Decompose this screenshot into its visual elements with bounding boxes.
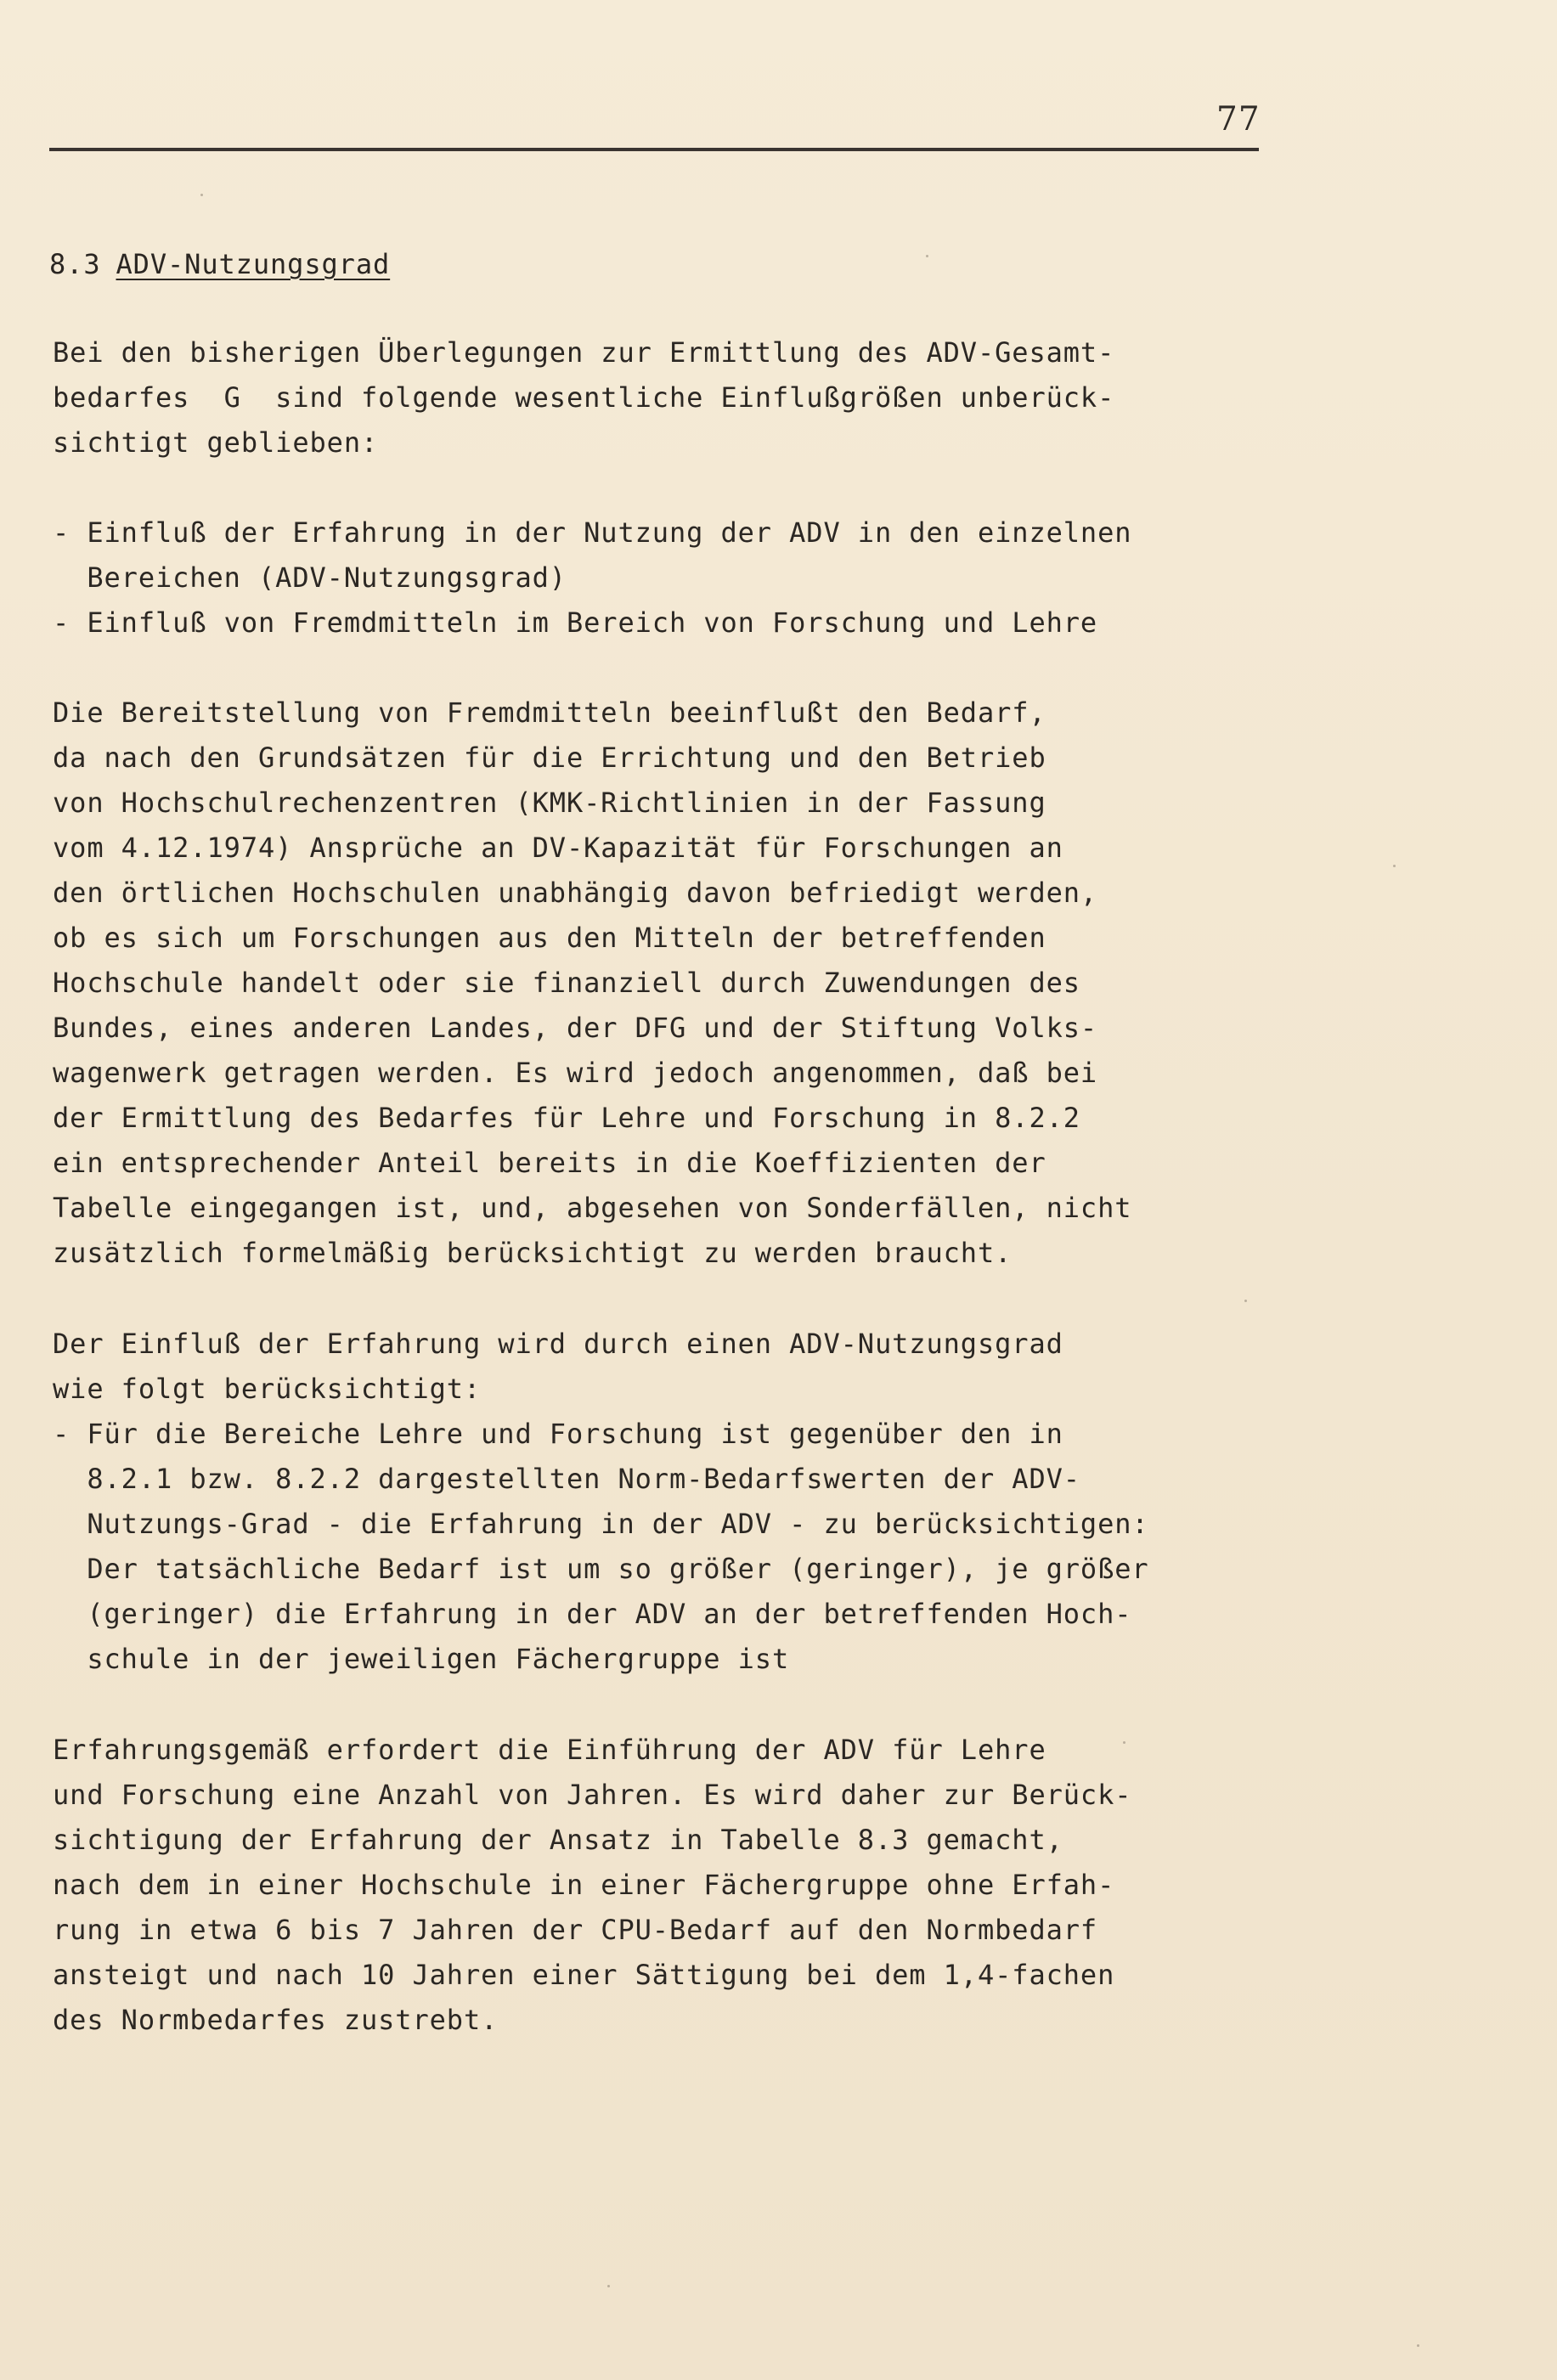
header-rule [49, 148, 1259, 151]
paper-speck [1244, 1300, 1247, 1302]
paragraph-einfuehrung [53, 1728, 1242, 2043]
text-line: und Forschung eine Anzahl von Jahren. Es wird daher zur Berück- [53, 1779, 1132, 1811]
text-line: vom 4.12.1974) Ansprüche an DV-Kapazität für Forschungen an [53, 832, 1063, 864]
section-title: ADV-Nutzungsgrad [116, 248, 391, 280]
text-line: Hochschule handelt oder sie finanziell durch Zuwendungen des [53, 967, 1080, 999]
text-line: Bundes, eines anderen Landes, der DFG und der Stiftung Volks- [53, 1012, 1098, 1044]
text-line: Der Einfluß der Erfahrung wird durch einen ADV-Nutzungsgrad [53, 1328, 1063, 1360]
list-item-continuation: (geringer) die Erfahrung in der ADV an der betreffenden Hoch- [53, 1598, 1132, 1630]
text-line: Die Bereitstellung von Fremdmitteln beeinflußt den Bedarf, [53, 697, 1046, 729]
list-item-continuation: Nutzungs-Grad - die Erfahrung in der ADV - zu berücksichtigen: [53, 1508, 1149, 1540]
text-line: da nach den Grundsätzen für die Errichtung und den Betrieb [53, 742, 1046, 774]
list-item: - Einfluß von Fremdmitteln im Bereich von Forschung und Lehre [53, 606, 1098, 639]
text-line: sichtigt geblieben: [53, 426, 379, 459]
text-line: wagenwerk getragen werden. Es wird jedoch angenommen, daß bei [53, 1057, 1098, 1089]
text-line: der Ermittlung des Bedarfes für Lehre und Forschung in 8.2.2 [53, 1102, 1080, 1134]
text-line: Tabelle eingegangen ist, und, abgesehen von Sonderfällen, nicht [53, 1192, 1132, 1224]
list-item: - Für die Bereiche Lehre und Forschung ist gegenüber den in [53, 1418, 1063, 1450]
text-line: wie folgt berücksichtigt: [53, 1373, 482, 1405]
text-line: ansteigt und nach 10 Jahren einer Sättigung bei dem 1,4-fachen [53, 1959, 1115, 1991]
section-number: 8.3 [49, 248, 101, 280]
paper-speck [607, 2285, 610, 2287]
text-line: ob es sich um Forschungen aus den Mitteln der betreffenden [53, 922, 1046, 954]
paragraph-fremdmittel [53, 691, 1242, 1276]
list-item-continuation: Bereichen (ADV-Nutzungsgrad) [53, 561, 567, 594]
text-line: sichtigung der Erfahrung der Ansatz in Tabelle 8.3 gemacht, [53, 1824, 1063, 1856]
text-line: von Hochschulrechenzentren (KMK-Richtlinien in der Fassung [53, 787, 1046, 819]
text-line: nach dem in einer Hochschule in einer Fächergruppe ohne Erfah- [53, 1869, 1115, 1901]
list-item: - Einfluß der Erfahrung in der Nutzung der ADV in den einzelnen [53, 516, 1132, 549]
paragraph-intro [53, 330, 1242, 465]
list-item-continuation: 8.2.1 bzw. 8.2.2 dargestellten Norm-Bedarfswerten der ADV- [53, 1463, 1080, 1495]
paper-speck [1123, 1741, 1125, 1744]
text-line: des Normbedarfes zustrebt. [53, 2004, 499, 2036]
paper-speck [926, 255, 928, 257]
paper-speck [1417, 2344, 1419, 2347]
section-heading [49, 242, 390, 287]
paper-speck [1393, 865, 1396, 867]
paragraph-erfahrung [53, 1322, 1242, 1682]
list-item-continuation: schule in der jeweiligen Fächergruppe ist [53, 1643, 790, 1675]
paragraph-influence-list [53, 510, 1242, 646]
text-line: Erfahrungsgemäß erfordert die Einführung der ADV für Lehre [53, 1734, 1046, 1766]
text-line: den örtlichen Hochschulen unabhängig davon befriedigt werden, [53, 877, 1098, 909]
text-line: Bei den bisherigen Überlegungen zur Ermittlung des ADV-Gesamt- [53, 336, 1115, 369]
text-line: rung in etwa 6 bis 7 Jahren der CPU-Bedarf auf den Normbedarf [53, 1914, 1098, 1946]
text-line: ein entsprechender Anteil bereits in die Koeffizienten der [53, 1147, 1046, 1179]
paper-speck [200, 194, 203, 196]
list-item-continuation: Der tatsächliche Bedarf ist um so größer (geringer), je größer [53, 1553, 1149, 1585]
page-number: 77 [1216, 100, 1261, 138]
text-line: bedarfes G sind folgende wesentliche Einflußgrößen unberück- [53, 381, 1115, 414]
text-line: zusätzlich formelmäßig berücksichtigt zu werden braucht. [53, 1237, 1013, 1269]
